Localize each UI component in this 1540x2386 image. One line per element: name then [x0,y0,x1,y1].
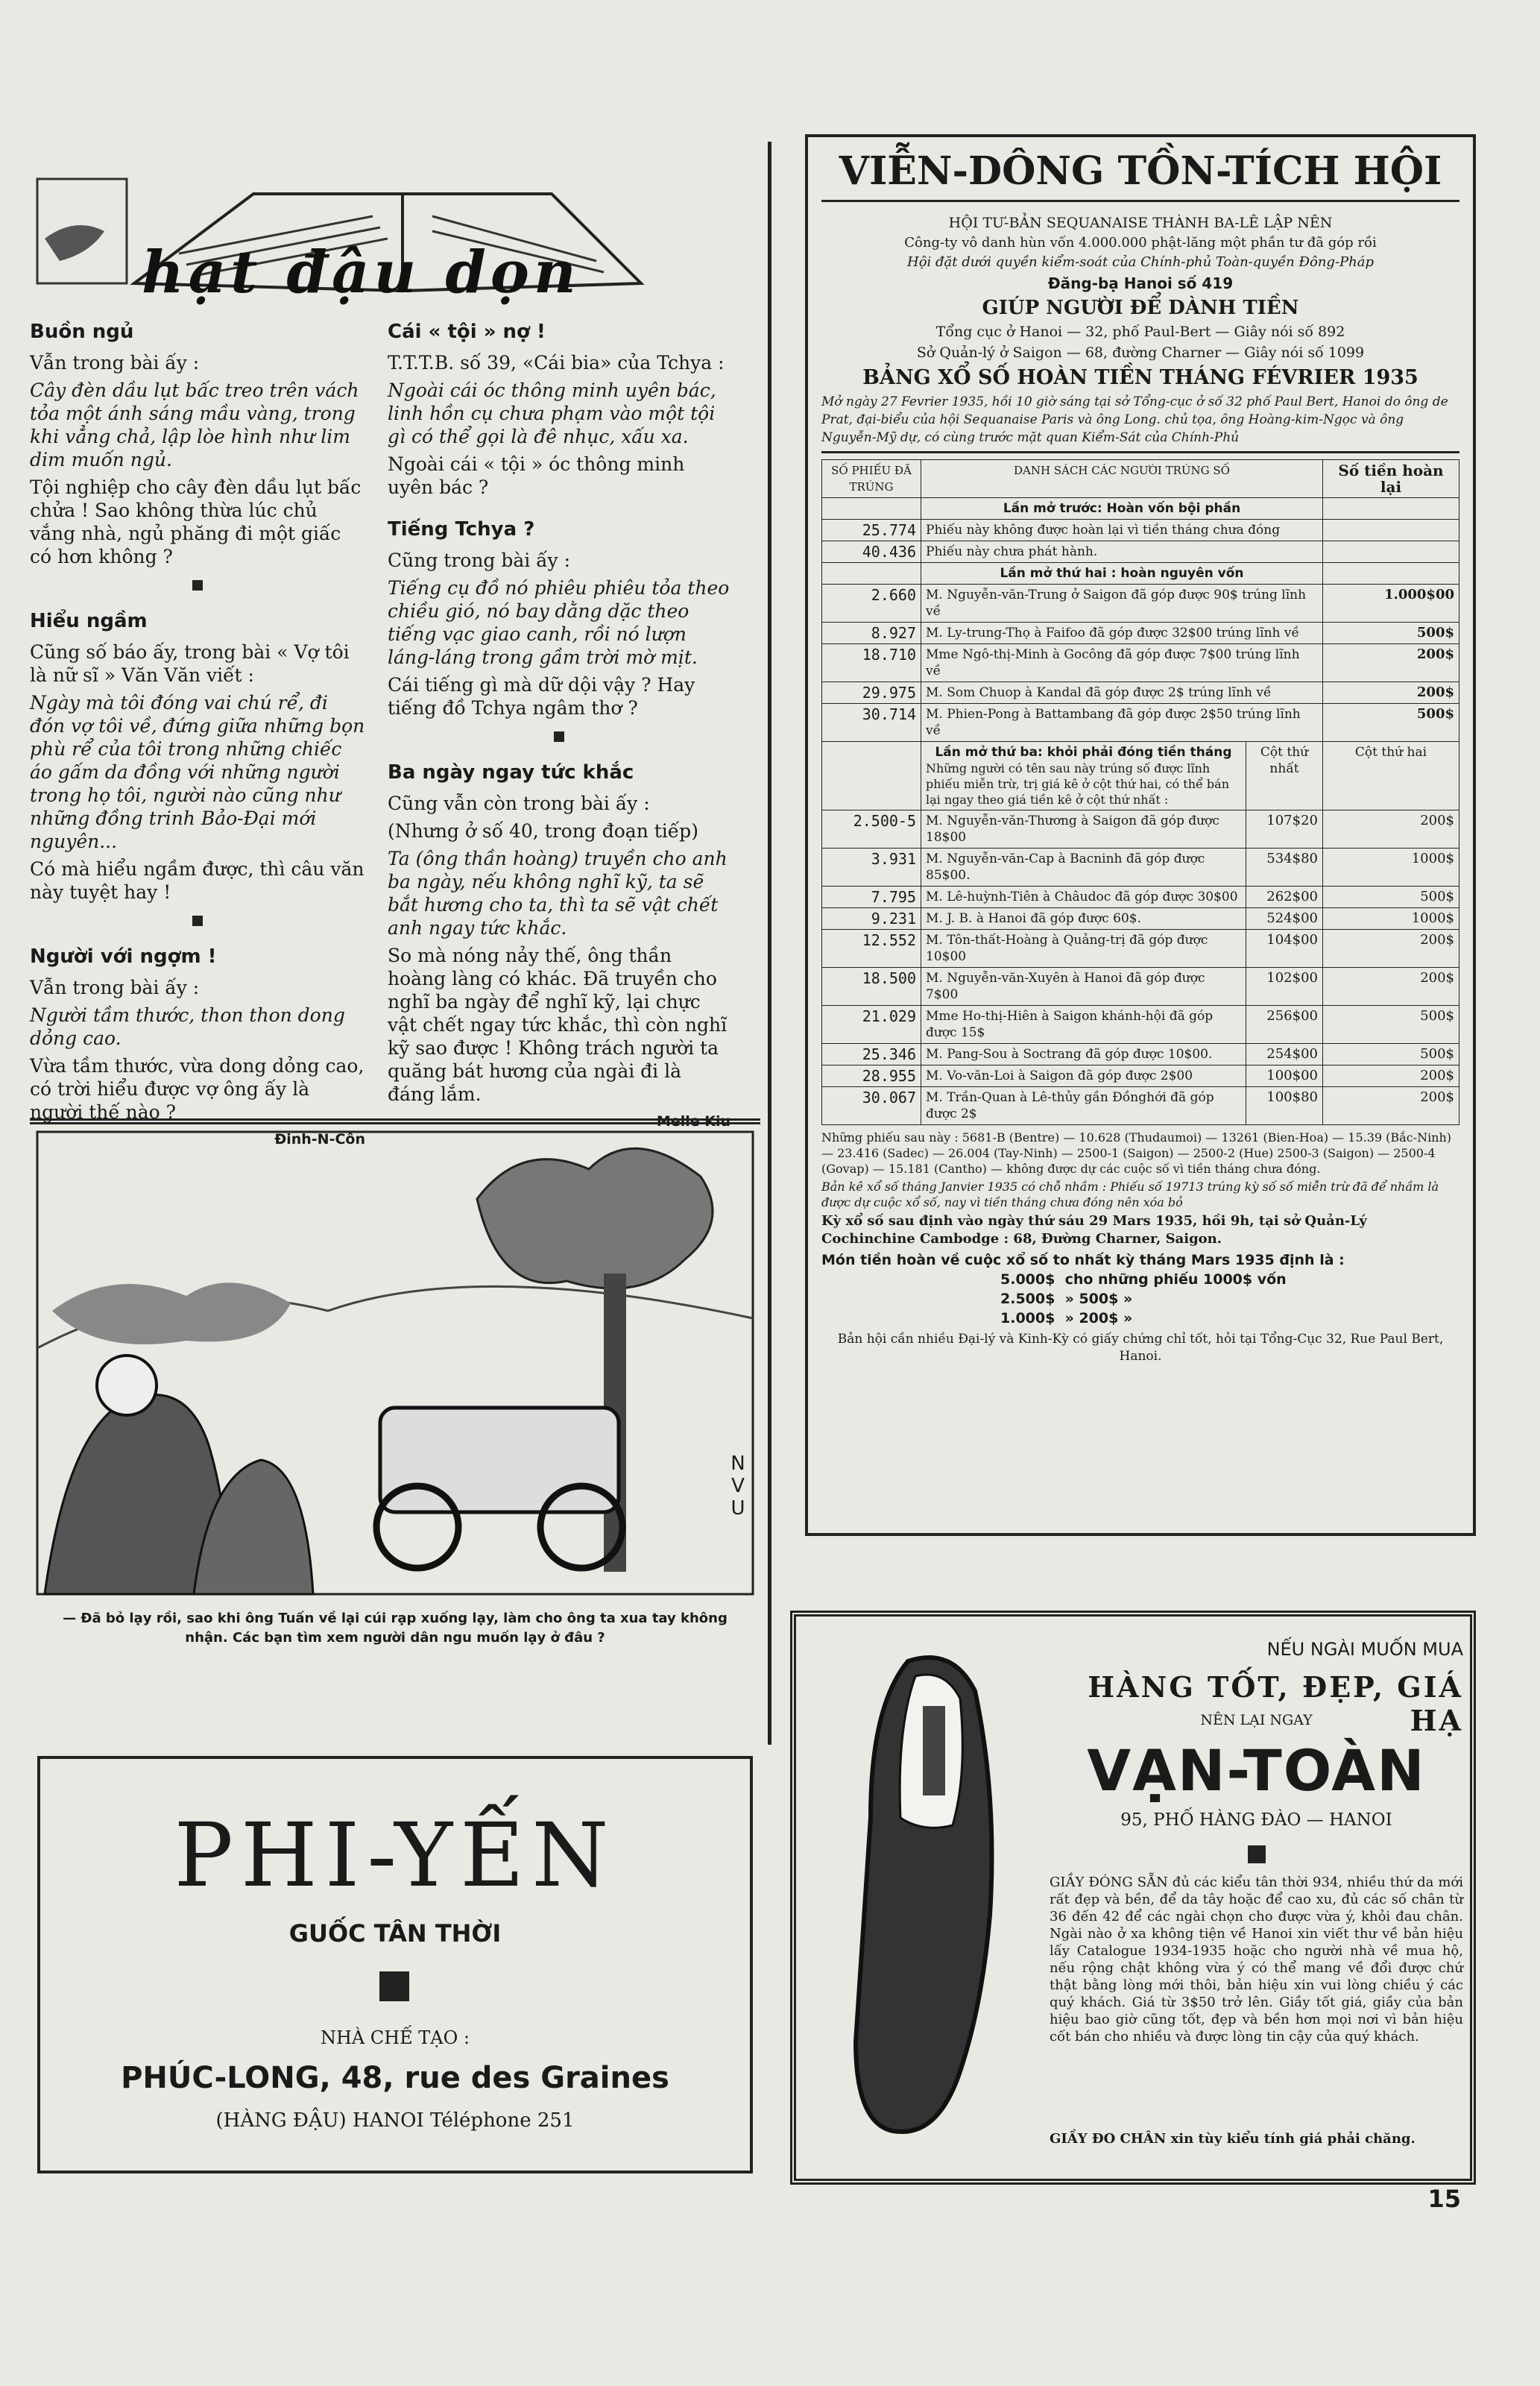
heading-nguoi-voi-ngom: Người với ngợm ! [30,945,217,968]
quote: Ngày mà tôi đóng vai chú rể, đi đón vợ tôi về, đứng giữa những bọn phù rể của tôi trong những chiếc áo gấm da đồng với những người trong họ tôi, người nào cũng như những đồng trinh Bảo-Đại mới nguyên... [30,692,365,852]
winner-name: M. Nguyễn-văn-Xuyên à Hanoi đã góp được 7$00 [921,968,1246,1006]
round3-desc: Những người có tên sau này trúng số được lĩnh phiếu miễn trừ, trị giá kê ở cột thứ hai, có thể bán lại ngay theo giá tiền kê ở cột thứ nhất : [926,761,1230,807]
lottery-note3: Kỳ xổ số sau định vào ngày thứ sáu 29 Mars 1935, hồi 9h, tại sở Quản-Lý Cochinchine Cambodge : 68, Đường Charner, Saigon. [821,1213,1367,1247]
table-row [822,1065,1459,1087]
winner-name: M. Pang-Sou à Soctrang đã góp được 10$00. [921,1044,1246,1065]
winner-name: M. Nguyễn-văn-Trung ở Saigon đã góp được 90$ trúng lĩnh về [921,585,1323,623]
table-row [822,541,1459,563]
left-column [30,321,365,1148]
winner-name: Phiếu này không được hoàn lại vì tiền tháng chưa đóng [921,520,1323,541]
value-col2: 1000$ [1323,849,1459,887]
paragraph: Vẫn trong bài ấy : [30,352,200,374]
value-col1: 100$00 [1246,1065,1323,1087]
table-row [822,968,1459,1006]
paragraph: T.T.T.B. số 39, «Cái bia» của Tchya : [388,352,725,374]
paragraph: (Nhưng ở số 40, trong đoạn tiếp) [388,820,698,842]
winner-name: M. Nguyễn-văn-Thương à Saigon đã góp được 18$00 [921,810,1246,849]
phiyen-maker-label: NHÀ CHẾ TẠO : [320,2027,470,2048]
heading-cai-toi-no: Cái « tội » nợ ! [388,321,546,343]
lottery-sub2: Công-ty vô danh hùn vốn 4.000.000 phật-lăng một phần tư đã góp rồi [904,235,1377,251]
page-number: 15 [1427,2185,1461,2213]
winner-name: Mme Ho-thị-Hiên à Saigon khánh-hội đã góp được 15$ [921,1006,1246,1044]
lottery-board-desc: Mở ngày 27 Fevrier 1935, hồi 10 giờ sáng tại sở Tổng-cục ở số 32 phố Paul Bert, Hanoi do ông de Prat, đại-biểu của hội Sequanaise Paris và ông Long. chủ tọa, ông Hoàng-kim-Ngọc và ông Nguyễn-Mỹ dự, có cùng trước mặt quan Kiểm-Sát của Chính-Phủ [821,393,1459,453]
value-col1: 102$00 [1246,968,1323,1006]
vantoan-line2: HÀNG TỐT, ĐẸP, GIÁ HẠ [1088,1670,1463,1737]
winner-name: M. Ly-trung-Thọ à Faifoo đã góp được 32$00 trúng lĩnh về [921,623,1323,644]
table-row [822,704,1459,742]
prize-text: » 500$ » [1064,1291,1133,1307]
paragraph: Vẫn trong bài ấy : [30,977,200,998]
amount: 200$ [1323,644,1459,682]
lottery-table [821,459,1459,1125]
ticket-no: 25.774 [822,520,921,541]
phiyen-title: PHI-YẾN [174,1804,616,1907]
lottery-note1: Những phiếu sau này : 5681-B (Bentre) — 10.628 (Thudaumoi) — 13261 (Bien-Hoa) — 15.39 (Bắc-Ninh) — 23.416 (Sadec) — 26.004 (Tay-Ninh) — 2500-1 (Saigon) — 2500-2 (Hue) 2500-3 (Saigon) — 2500-4 (Govap) — 15.181 (Cantho) — không được dự các cuộc số vì tiền tháng chưa đóng. [821,1130,1452,1176]
header-title: hạt đậu dọn [142,239,581,306]
heading-tieng-tchya: Tiếng Tchya ? [388,518,535,541]
ticket-no: 21.029 [822,1006,921,1044]
value-col1: 100$80 [1246,1087,1323,1125]
divider-square [192,916,203,926]
amount: 200$ [1323,682,1459,704]
table-row [822,930,1459,968]
table-row [822,585,1459,623]
value-col1: 524$00 [1246,908,1323,930]
vantoan-name: VẠN-TOÀN [1087,1737,1426,1804]
cartoon-caption: — Đã bỏ lạy rồi, sao khi ông Tuấn về lại cúi rạp xuống lạy, làm cho ông ta xua tay không nhận. Các bạn tìm xem người dân ngu muốn lạy ở đâu ? [63,1611,728,1646]
car-illustration [30,1124,760,1602]
table-row [822,810,1459,849]
value-col2: 500$ [1323,887,1459,908]
lottery-title: VIỄN-DÔNG TỒN-TÍCH HỘI [821,148,1459,202]
lottery-footer: Bản hội cần nhiều Đại-lý và Kinh-Kỳ có giấy chứng chỉ tốt, hỏi tại Tổng-Cục 32, Rue Paul Bert, Hanoi. [837,1332,1444,1364]
divider-square [554,731,564,742]
winner-name: M. Vo-văn-Loi à Saigon đã góp được 2$00 [921,1065,1246,1087]
quote: Ngoài cái óc thông minh uyên bác, linh hồn cụ chưa phạm vào một tội gì có thể gọi là đê nhục, xấu xa. [388,380,716,447]
table-row [822,644,1459,682]
value-col2: 200$ [1323,810,1459,849]
table-row [822,908,1459,930]
paragraph: Cũng trong bài ấy : [388,550,571,571]
winner-name: M. Som Chuop à Kandal đã góp được 2$ trúng lĩnh về [921,682,1323,704]
prize-text: » 200$ » [1064,1310,1133,1326]
winner-name: Mme Ngô-thị-Minh à Gocông đã góp được 7$00 trúng lĩnh về [921,644,1323,682]
paragraph: Tội nghiệp cho cây đèn dầu lụt bấc chửa ! Sao không thừa lúc chủ vắng nhà, ngủ phăng đi một giấc có hơn không ? [30,476,362,567]
lottery-office2: Sở Quản-lý ở Saigon — 68, đường Charner — Giây nói số 1099 [916,344,1365,361]
ticket-no: 3.931 [822,849,921,887]
artist-mark: NVU [730,1452,745,1520]
round3-title: Lần mở thứ ba: khỏi phải đóng tiền tháng [935,745,1232,760]
vantoan-body: GIẦY ĐÓNG SẴN đủ các kiểu tân thời 934, nhiều thứ da mới rất đẹp và bền, để da tây hoặc để cao xu, đủ các số chân từ 36 đến 42 để các ngài chọn cho được vừa ý, khỏi đau chân. Ngài nào ở xa không tiện về Hanoi xin viết thư về bản hiệu lấy Catalogue 1934-1935 hoặc cho người nhà về mua hộ, nếu rộng chật không vừa ý có thể mang về đổi được chứ thật bằng lòng mới thôi, bản hiệu xin vui lòng chiều ý các quý khách. Giá từ 3$50 trở lên. Giầy tốt giá, giầy của bản hiệu bao giờ cũng tốt, đẹp và bền hơn mọi nơi vì bản hiệu cốt bán cho nhiều và được lòng tin cậy của quý khách. [1050,1875,1463,2045]
value-col1: 262$00 [1246,887,1323,908]
vantoan-ad [790,1611,1476,2185]
table-row [822,1044,1459,1065]
ticket-no: 9.231 [822,908,921,930]
lottery-ad [805,134,1476,1536]
round2-title: Lần mở thứ hai : hoàn nguyên vốn [921,563,1323,585]
prize-row [1000,1289,1459,1309]
amount [1323,520,1459,541]
middle-column [388,321,730,1130]
ticket-no: 28.955 [822,1065,921,1087]
header-art [30,149,716,317]
col-1-header: Cột thứ nhất [1246,742,1323,810]
cartoon-panel [30,1118,760,1670]
paragraph: Ngoài cái « tội » óc thông minh uyên bác ? [388,453,685,498]
ticket-no: 25.346 [822,1044,921,1065]
table-row [822,682,1459,704]
winner-name: M. Nguyễn-văn-Cap à Bacninh đã góp được 85$00. [921,849,1246,887]
divider-square [379,1971,409,2001]
winner-name: M. Phien-Pong à Battambang đã góp được 2$50 trúng lĩnh về [921,704,1323,742]
paragraph: Có mà hiểu ngầm được, thì câu văn này tuyệt hay ! [30,858,365,903]
lottery-note2: Bản kê xổ số tháng Janvier 1935 có chỗ nhầm : Phiếu số 19713 trúng kỳ số số miễn trừ đã để nhầm là được dự cuộc xổ số, nay vì tiền tháng chưa đóng nên xóa bỏ [821,1180,1439,1209]
table-row [822,1006,1459,1044]
ticket-no: 29.975 [822,682,921,704]
prize-row [1000,1270,1459,1289]
prize-text: cho những phiếu 1000$ vốn [1064,1271,1287,1288]
winner-name: M. Tôn-thất-Hoàng à Quảng-trị đã góp được 10$00 [921,930,1246,968]
value-col1: 256$00 [1246,1006,1323,1044]
ticket-no: 30.067 [822,1087,921,1125]
lottery-note4: Món tiền hoàn về cuộc xổ số to nhất kỳ tháng Mars 1935 định là : [821,1252,1345,1268]
vantoan-body-end: GIẦY ĐO CHÂN xin tùy kiểu tính giá phải chăng. [1050,2131,1416,2147]
quote: Tiếng cụ đồ nó phiêu phiêu tỏa theo chiều gió, nó bay dằng dặc theo tiếng vạc giao canh, rồi nó lượn láng-láng trong gầm trời mờ mịt. [388,577,730,668]
signature: Đinh-N-Côn [274,1131,365,1148]
ticket-no: 30.714 [822,704,921,742]
heading-buon-ngu: Buồn ngủ [30,321,134,343]
value-col2: 200$ [1323,968,1459,1006]
quote: Cây đèn dầu lụt bấc treo trên vách tỏa một ánh sáng mầu vàng, trong khi vẳng chả, lập lòe hình như lim dim muốn ngủ. [30,380,359,470]
col-header-amount: Số tiền hoàn lại [1323,460,1459,498]
ticket-no: 7.795 [822,887,921,908]
vantoan-line1: NẾU NGÀI MUỐN MUA [1266,1639,1463,1660]
value-col2: 200$ [1323,1087,1459,1125]
amount [1323,541,1459,563]
divider-square [192,580,203,591]
ticket-no: 18.500 [822,968,921,1006]
table-row [822,1087,1459,1125]
value-col1: 534$80 [1246,849,1323,887]
phiyen-address: (HÀNG ĐẬU) HANOI Téléphone 251 [215,2109,575,2132]
heading-hieu-ngam: Hiểu ngầm [30,610,148,632]
lottery-board-title: BẢNG XỔ SỐ HOÀN TIỀN THÁNG FÉVRIER 1935 [862,366,1418,389]
paragraph: Cũng số báo ấy, trong bài « Vợ tôi là nữ sĩ » Văn Văn viết : [30,641,350,686]
prize-amount: 2.500$ [1000,1291,1055,1307]
amount: 500$ [1323,623,1459,644]
vantoan-address: 95, PHỐ HÀNG ĐÀO — HANOI [1120,1810,1392,1830]
paragraph: Cái tiếng gì mà dữ dội vậy ? Hay tiếng đồ Tchya ngâm thơ ? [388,674,695,719]
prize-list [1000,1270,1459,1328]
value-col2: 500$ [1323,1006,1459,1044]
table-row [822,623,1459,644]
table-row [822,849,1459,887]
paragraph: So mà nóng nảy thế, ông thần hoàng làng có khác. Đã truyền cho nghĩ ba ngày để nghĩ kỹ, lại chực vật chết ngay tức khắc, thì còn nghĩ kỹ sao được ! Không trách người ta quăng bát hương của ngài đi là đáng lắm. [388,945,728,1105]
divider-square [1248,1845,1266,1863]
value-col2: 500$ [1323,1044,1459,1065]
ticket-no: 2.500-5 [822,810,921,849]
prize-amount: 5.000$ [1000,1271,1055,1288]
phiyen-ad [37,1756,753,2173]
value-col2: 1000$ [1323,908,1459,930]
phiyen-maker: PHÚC-LONG, 48, rue des Graines [121,2061,669,2095]
paragraph: Vừa tầm thước, vừa dong dỏng cao, có trời hiểu được vợ ông ấy là người thế nào ? [30,1055,365,1123]
value-col2: 200$ [1323,930,1459,968]
round1-title: Lần mở trước: Hoàn vốn bội phần [921,498,1323,520]
winner-name: Phiếu này chưa phát hành. [921,541,1323,563]
column-rule [768,142,771,1745]
lottery-sub3: Hội đặt dưới quyền kiểm-soát của Chính-phủ Toàn-quyền Đông-Pháp [907,254,1374,270]
amount: 500$ [1323,704,1459,742]
lottery-reg: Đăng-bạ Hanoi số 419 [1047,274,1234,292]
shoe-illustration [826,1646,1050,2153]
value-col1: 254$00 [1246,1044,1323,1065]
lottery-sub1: HỘI TƯ-BẢN SEQUANAISE THÀNH BA-LÊ LẬP NÊN [948,215,1333,231]
ticket-no: 40.436 [822,541,921,563]
amount: 1.000$00 [1323,585,1459,623]
value-col2: 200$ [1323,1065,1459,1087]
ticket-no: 2.660 [822,585,921,623]
ticket-no: 18.710 [822,644,921,682]
vantoan-line3: NÊN LẠI NGAY [1200,1712,1313,1728]
value-col1: 104$00 [1246,930,1323,968]
col-2-header: Cột thứ hai [1323,742,1459,810]
col-header-list: DANH SÁCH CÁC NGƯỜI TRÚNG SỐ [921,460,1323,498]
quote: Người tầm thước, thon thon dong dỏng cao. [30,1004,345,1049]
col-header-no: SỐ PHIẾU ĐÃ TRÚNG [822,460,921,498]
heading-ba-ngay: Ba ngày ngay tức khắc [388,761,634,784]
table-row [822,887,1459,908]
winner-name: M. J. B. à Hanoi đã góp được 60$. [921,908,1246,930]
ticket-no: 12.552 [822,930,921,968]
signature: Melle Kiu [656,1113,730,1130]
winner-name: M. Lê-huỳnh-Tiên à Châudoc đã góp được 30$00 [921,887,1246,908]
winner-name: M. Trần-Quan à Lê-thủy gần Đồnghới đã góp được 2$ [921,1087,1246,1125]
ticket-no: 8.927 [822,623,921,644]
table-row [822,520,1459,541]
prize-row [1000,1309,1459,1328]
lottery-slogan: GIÚP NGƯỜI ĐỂ DÀNH TIỀN [982,297,1299,319]
lottery-office1: Tổng cục ở Hanoi — 32, phố Paul-Bert — Giây nói số 892 [935,324,1345,340]
quote: Ta (ông thần hoàng) truyền cho anh ba ngày, nếu không nghĩ kỹ, ta sẽ bắt hương cho ta, thì ta sẽ vật chết anh ngay tức khắc. [388,848,728,939]
paragraph: Cũng vẫn còn trong bài ấy : [388,793,650,814]
value-col1: 107$20 [1246,810,1323,849]
phiyen-subtitle: GUỐC TÂN THỜI [288,1919,502,1948]
prize-amount: 1.000$ [1000,1310,1055,1326]
